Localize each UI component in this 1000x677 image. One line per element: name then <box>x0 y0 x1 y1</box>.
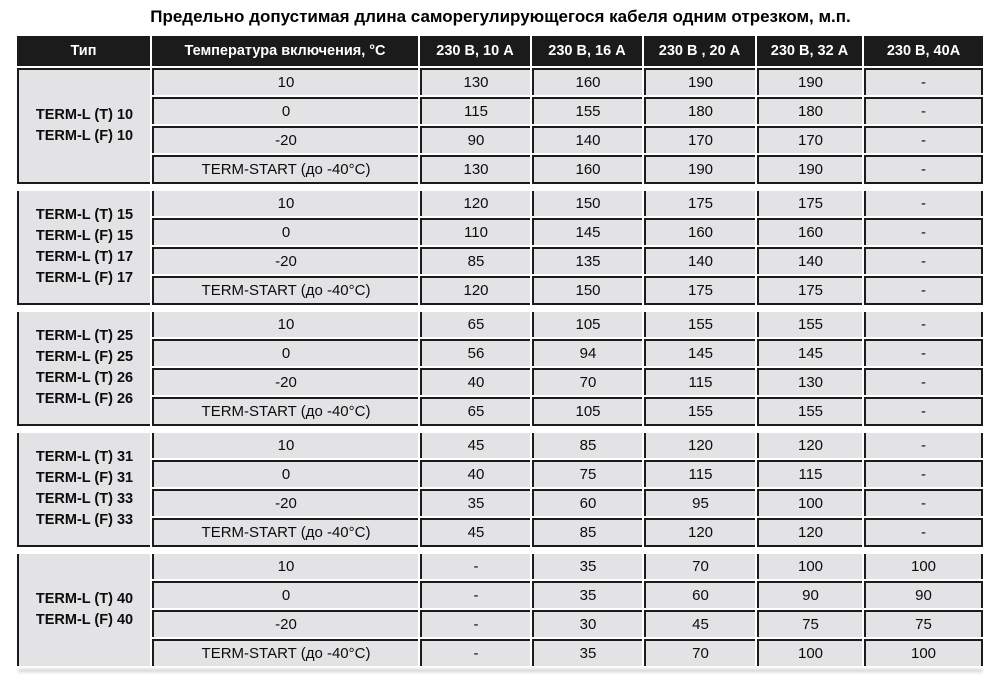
value-cell: 90 <box>420 126 530 153</box>
value-cell: 130 <box>420 68 530 95</box>
table-row <box>17 339 983 366</box>
temperature-cell: TERM-START (до -40°C) <box>152 639 418 666</box>
group-separator-cell <box>17 307 983 310</box>
value-cell: - <box>864 433 983 458</box>
column-header-cell: 230 В, 32 А <box>757 36 862 66</box>
column-header-cell: 230 В , 20 А <box>644 36 755 66</box>
temperature-cell: TERM-START (до -40°C) <box>152 276 418 305</box>
temperature-cell: -20 <box>152 126 418 153</box>
cable-length-table <box>15 34 985 668</box>
value-cell: 155 <box>757 397 862 426</box>
table-row <box>17 610 983 637</box>
temperature-cell: -20 <box>152 247 418 274</box>
value-cell: - <box>864 397 983 426</box>
value-cell: 175 <box>757 276 862 305</box>
value-cell: 190 <box>757 68 862 95</box>
table-row <box>17 639 983 666</box>
value-cell: 135 <box>532 247 642 274</box>
value-cell: - <box>864 155 983 184</box>
value-cell: 180 <box>757 97 862 124</box>
table-row <box>17 489 983 516</box>
temperature-cell: 0 <box>152 339 418 366</box>
value-cell: 190 <box>644 68 755 95</box>
type-cell <box>17 191 150 305</box>
table-row <box>17 191 983 216</box>
temperature-cell: TERM-START (до -40°C) <box>152 155 418 184</box>
value-cell: 130 <box>757 368 862 395</box>
value-cell: 90 <box>757 581 862 608</box>
group-separator <box>17 186 983 189</box>
column-header-cell: Температура включения, °С <box>152 36 418 66</box>
value-cell: 70 <box>532 368 642 395</box>
table-row <box>17 126 983 153</box>
value-cell: 105 <box>532 397 642 426</box>
temperature-cell: TERM-START (до -40°C) <box>152 518 418 547</box>
temperature-cell: 10 <box>152 68 418 95</box>
table-row <box>17 397 983 426</box>
value-cell: 180 <box>644 97 755 124</box>
type-group <box>17 312 983 426</box>
type-cell <box>17 68 150 184</box>
value-cell: - <box>864 518 983 547</box>
value-cell: 190 <box>644 155 755 184</box>
value-cell: 130 <box>420 155 530 184</box>
value-cell: 70 <box>644 554 755 579</box>
value-cell: - <box>864 368 983 395</box>
value-cell: - <box>864 68 983 95</box>
value-cell: 170 <box>757 126 862 153</box>
value-cell: 65 <box>420 312 530 337</box>
value-cell: 150 <box>532 276 642 305</box>
type-group <box>17 554 983 666</box>
temperature-cell: 0 <box>152 460 418 487</box>
temperature-cell: 0 <box>152 97 418 124</box>
value-cell: 100 <box>864 554 983 579</box>
value-cell: 85 <box>532 518 642 547</box>
temperature-cell: -20 <box>152 610 418 637</box>
temperature-cell: -20 <box>152 368 418 395</box>
value-cell: 100 <box>757 639 862 666</box>
type-group <box>17 191 983 305</box>
type-group <box>17 433 983 547</box>
group-separator-cell <box>17 428 983 431</box>
value-cell: 115 <box>644 460 755 487</box>
value-cell: 115 <box>757 460 862 487</box>
group-separator <box>17 428 983 431</box>
value-cell: 60 <box>532 489 642 516</box>
table-row <box>17 68 983 95</box>
table-row <box>17 581 983 608</box>
temperature-cell: 10 <box>152 433 418 458</box>
type-label: TERM-L (T) 40 <box>35 591 134 607</box>
value-cell: 160 <box>757 218 862 245</box>
column-header-cell: 230 В, 40А <box>864 36 983 66</box>
value-cell: 35 <box>532 639 642 666</box>
type-label: TERM-L (T) 31 <box>35 449 134 465</box>
temperature-cell: 10 <box>152 554 418 579</box>
value-cell: 30 <box>532 610 642 637</box>
table-row <box>17 460 983 487</box>
value-cell: 155 <box>532 97 642 124</box>
table-header <box>17 36 983 66</box>
value-cell: - <box>420 581 530 608</box>
table-row <box>17 218 983 245</box>
page-edge-shadow <box>18 669 983 673</box>
group-separator-cell <box>17 186 983 189</box>
value-cell: 175 <box>644 276 755 305</box>
value-cell: 160 <box>532 68 642 95</box>
column-header-cell: Тип <box>17 36 150 66</box>
value-cell: 100 <box>757 489 862 516</box>
value-cell: 120 <box>757 433 862 458</box>
table-row <box>17 247 983 274</box>
type-label: TERM-L (F) 17 <box>35 270 134 286</box>
value-cell: 75 <box>757 610 862 637</box>
type-group <box>17 68 983 184</box>
table-row <box>17 433 983 458</box>
temperature-cell: 0 <box>152 218 418 245</box>
value-cell: 100 <box>864 639 983 666</box>
table-row <box>17 276 983 305</box>
value-cell: 90 <box>864 581 983 608</box>
value-cell: 155 <box>644 397 755 426</box>
value-cell: - <box>864 312 983 337</box>
value-cell: 120 <box>644 518 755 547</box>
value-cell: 120 <box>644 433 755 458</box>
value-cell: 140 <box>644 247 755 274</box>
type-label: TERM-L (T) 26 <box>35 370 134 386</box>
temperature-cell: 10 <box>152 191 418 216</box>
group-separator <box>17 307 983 310</box>
value-cell: 100 <box>757 554 862 579</box>
value-cell: 140 <box>757 247 862 274</box>
table-row <box>17 518 983 547</box>
value-cell: - <box>864 126 983 153</box>
temperature-cell: 0 <box>152 581 418 608</box>
value-cell: 85 <box>420 247 530 274</box>
value-cell: - <box>420 610 530 637</box>
value-cell: 105 <box>532 312 642 337</box>
value-cell: 70 <box>644 639 755 666</box>
type-label: TERM-L (F) 33 <box>35 512 134 528</box>
value-cell: 120 <box>420 276 530 305</box>
value-cell: 145 <box>644 339 755 366</box>
column-header-cell: 230 В, 10 А <box>420 36 530 66</box>
temperature-cell: -20 <box>152 489 418 516</box>
value-cell: 40 <box>420 460 530 487</box>
type-label: TERM-L (T) 17 <box>35 249 134 265</box>
value-cell: 95 <box>644 489 755 516</box>
column-header-cell: 230 В, 16 А <box>532 36 642 66</box>
value-cell: 60 <box>644 581 755 608</box>
value-cell: 155 <box>644 312 755 337</box>
temperature-cell: TERM-START (до -40°C) <box>152 397 418 426</box>
value-cell: 120 <box>420 191 530 216</box>
value-cell: 110 <box>420 218 530 245</box>
value-cell: 150 <box>532 191 642 216</box>
value-cell: 140 <box>532 126 642 153</box>
type-cell <box>17 433 150 547</box>
value-cell: - <box>864 460 983 487</box>
value-cell: - <box>864 97 983 124</box>
type-label: TERM-L (F) 40 <box>35 612 134 628</box>
value-cell: 170 <box>644 126 755 153</box>
value-cell: 145 <box>757 339 862 366</box>
value-cell: 45 <box>644 610 755 637</box>
group-separator <box>17 549 983 552</box>
value-cell: - <box>864 218 983 245</box>
header-row <box>17 36 983 66</box>
value-cell: 45 <box>420 518 530 547</box>
value-cell: 160 <box>644 218 755 245</box>
value-cell: 35 <box>420 489 530 516</box>
group-separator-cell <box>17 549 983 552</box>
type-cell <box>17 554 150 666</box>
value-cell: 155 <box>757 312 862 337</box>
value-cell: - <box>420 639 530 666</box>
value-cell: 45 <box>420 433 530 458</box>
type-label: TERM-L (T) 25 <box>35 328 134 344</box>
value-cell: - <box>864 276 983 305</box>
value-cell: 65 <box>420 397 530 426</box>
type-cell <box>17 312 150 426</box>
type-label: TERM-L (F) 26 <box>35 391 134 407</box>
value-cell: - <box>420 554 530 579</box>
value-cell: 85 <box>532 433 642 458</box>
value-cell: 190 <box>757 155 862 184</box>
value-cell: 120 <box>757 518 862 547</box>
table-row <box>17 97 983 124</box>
table-title: Предельно допустимая длина саморегулирующегося кабеля одним отрезком, м.п. <box>150 7 851 26</box>
value-cell: 75 <box>864 610 983 637</box>
value-cell: 56 <box>420 339 530 366</box>
value-cell: 175 <box>757 191 862 216</box>
value-cell: 35 <box>532 554 642 579</box>
type-label: TERM-L (F) 25 <box>35 349 134 365</box>
value-cell: 40 <box>420 368 530 395</box>
table-row <box>17 312 983 337</box>
value-cell: - <box>864 489 983 516</box>
temperature-cell: 10 <box>152 312 418 337</box>
type-label: TERM-L (F) 15 <box>35 228 134 244</box>
value-cell: - <box>864 339 983 366</box>
value-cell: 175 <box>644 191 755 216</box>
value-cell: 160 <box>532 155 642 184</box>
type-label: TERM-L (T) 33 <box>35 491 134 507</box>
value-cell: 35 <box>532 581 642 608</box>
value-cell: 115 <box>420 97 530 124</box>
table-row <box>17 368 983 395</box>
type-label: TERM-L (T) 15 <box>35 207 134 223</box>
table-row <box>17 554 983 579</box>
type-label: TERM-L (T) 10 <box>35 107 134 123</box>
type-label: TERM-L (F) 10 <box>35 128 134 144</box>
value-cell: 94 <box>532 339 642 366</box>
value-cell: - <box>864 247 983 274</box>
value-cell: - <box>864 191 983 216</box>
value-cell: 75 <box>532 460 642 487</box>
value-cell: 145 <box>532 218 642 245</box>
table-row <box>17 155 983 184</box>
value-cell: 115 <box>644 368 755 395</box>
type-label: TERM-L (F) 31 <box>35 470 134 486</box>
